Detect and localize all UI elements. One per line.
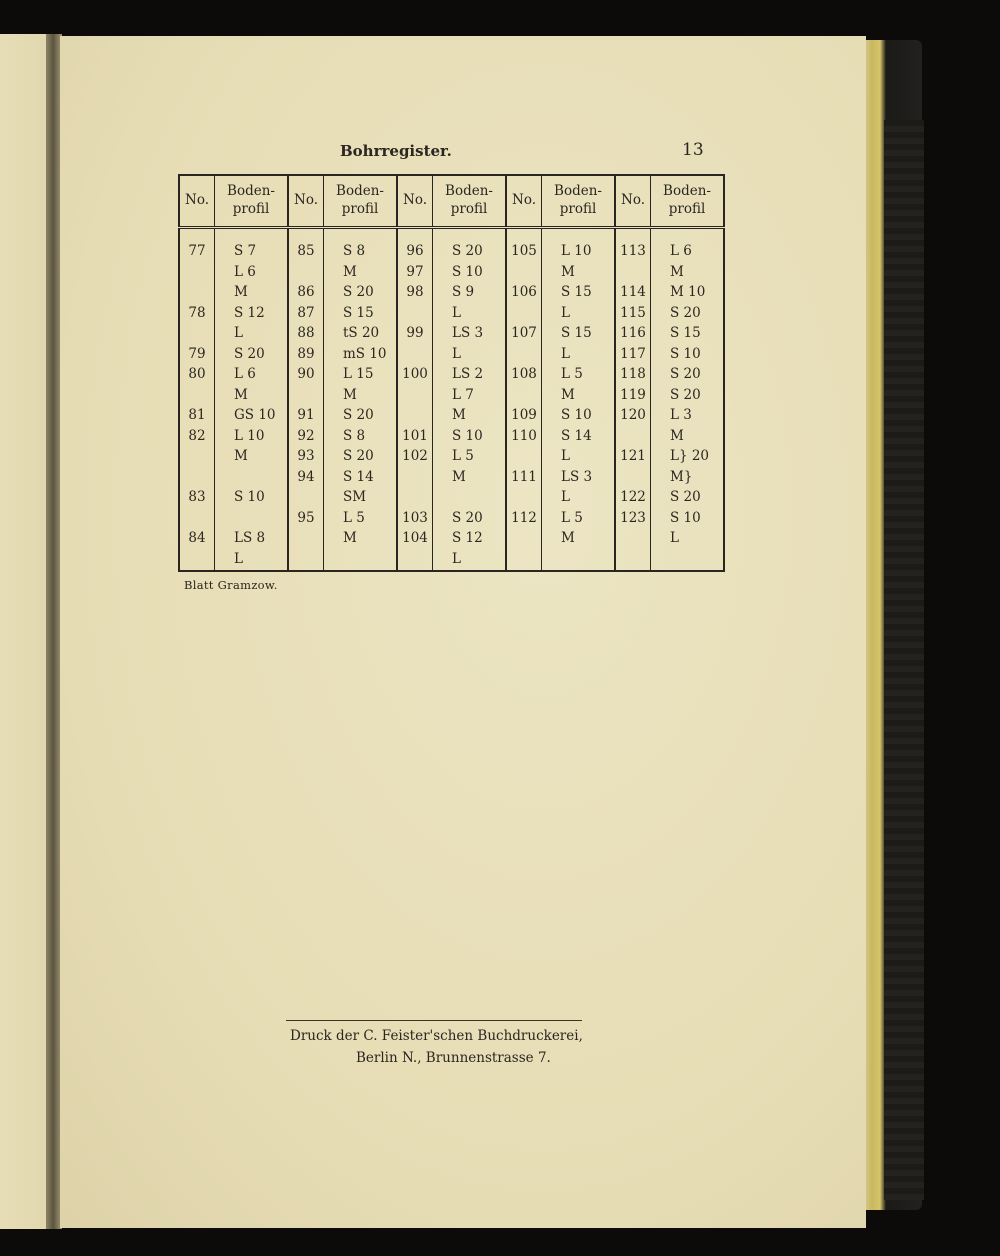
soil-profile-entry: M [343, 386, 357, 403]
boring-number: 107 [511, 325, 537, 341]
soil-profile-entry: S 8 [343, 427, 366, 444]
boring-number [290, 262, 322, 283]
soil-profile-entry: LS 3 [561, 468, 593, 485]
soil-profile-entry: L 7 [452, 386, 474, 403]
soil-profile-entry: L 6 [670, 243, 692, 259]
column-bodenprofil [324, 228, 398, 572]
soil-profile-entry: M} [670, 468, 693, 485]
boring-number [399, 549, 431, 570]
boring-number: 103 [402, 509, 428, 526]
header-bodenprofil [433, 175, 507, 228]
soil-profile-entry: L [561, 345, 570, 362]
boring-number: 99 [406, 325, 424, 341]
soil-profile-entry: L 5 [561, 366, 583, 382]
bohrregister-table [178, 174, 725, 572]
soil-profile-entry: L 6 [234, 366, 256, 382]
boring-number: 102 [402, 448, 428, 464]
header-bodenprofil-line2: profil [450, 201, 488, 217]
soil-profile-entry: S 20 [670, 366, 701, 382]
soil-profile-entry: L [561, 304, 570, 321]
column-no [615, 228, 651, 572]
printer-imprint-line1: Druck der C. Feister'schen Buchdruckerei, [290, 1028, 583, 1044]
soil-profile-entry: S 20 [234, 345, 265, 362]
soil-profile-entry: S 10 [452, 263, 483, 280]
map-sheet-caption: Blatt Gramzow. [184, 578, 278, 592]
soil-profile-entry: L 10 [561, 243, 592, 259]
boring-number [181, 385, 213, 406]
boring-number [508, 262, 540, 283]
soil-profile-entry: L 6 [234, 263, 256, 280]
soil-profile-entry: S 7 [234, 243, 257, 259]
soil-profile-entry: S 8 [343, 243, 366, 259]
header-bodenprofil-line1: Boden- [445, 183, 493, 200]
boring-number [617, 528, 649, 549]
header-no: No. [397, 175, 433, 228]
header-bodenprofil [542, 175, 616, 228]
soil-profile-entry: L [561, 448, 570, 464]
soil-profile-entry: S 20 [670, 386, 701, 403]
boring-number [290, 487, 322, 508]
soil-profile-entry: L 5 [452, 448, 474, 464]
soil-profile-entry [434, 487, 504, 508]
boring-number: 104 [402, 530, 428, 546]
boring-number [617, 467, 649, 488]
boring-number [181, 549, 213, 570]
soil-profile-entry: S 15 [343, 304, 374, 321]
table-header-row [179, 175, 724, 228]
header-bodenprofil-line1: Boden- [554, 183, 602, 200]
boring-number: 87 [297, 304, 315, 321]
boring-number: 83 [188, 489, 206, 505]
boring-number: 113 [620, 243, 646, 259]
column-no [288, 228, 324, 572]
soil-profile-entry: SM [343, 489, 367, 505]
soil-profile-entry: S 14 [343, 468, 374, 485]
soil-profile-entry: M [234, 448, 248, 464]
column-bodenprofil [542, 228, 616, 572]
soil-profile-entry: L [452, 345, 461, 362]
soil-profile-entry: M [561, 530, 575, 546]
soil-profile-entry: S 15 [561, 325, 592, 341]
soil-profile-entry: S 15 [561, 284, 592, 300]
header-no: No. [506, 175, 542, 228]
boring-number [181, 446, 213, 467]
running-head: Bohrregister. [340, 142, 452, 160]
header-bodenprofil-line2: profil [341, 201, 379, 217]
soil-profile-entry: S 20 [452, 243, 483, 259]
boring-number: 112 [511, 509, 537, 526]
soil-profile-entry: S 10 [452, 427, 483, 444]
header-no: No. [288, 175, 324, 228]
boring-number [617, 262, 649, 283]
soil-profile-entry: M [452, 468, 466, 485]
soil-profile-entry: M [343, 263, 357, 280]
boring-number: 78 [188, 304, 206, 321]
boring-number: 122 [620, 489, 646, 505]
soil-profile-entry: M [343, 530, 357, 546]
column-bodenprofil [651, 228, 725, 572]
boring-number [508, 528, 540, 549]
header-bodenprofil-line2: profil [668, 201, 706, 217]
boring-number: 117 [620, 345, 646, 362]
column-bodenprofil [215, 228, 289, 572]
soil-profile-entry: S 20 [343, 284, 374, 300]
book-cover-right [884, 120, 924, 1200]
page-number: 13 [682, 140, 704, 160]
boring-number [508, 385, 540, 406]
boring-number: 85 [297, 243, 315, 259]
boring-number [181, 467, 213, 488]
boring-number: 92 [297, 427, 315, 444]
soil-profile-entry [216, 508, 286, 529]
boring-number: 119 [620, 386, 646, 403]
header-bodenprofil-line2: profil [232, 201, 270, 217]
boring-number: 109 [511, 407, 537, 423]
soil-profile-entry: L [670, 530, 679, 546]
header-bodenprofil [215, 175, 289, 228]
boring-number: 80 [188, 366, 206, 382]
soil-profile-entry: M [670, 427, 684, 444]
soil-profile-entry: mS 10 [343, 345, 387, 362]
soil-profile-entry: S 14 [561, 427, 592, 444]
boring-number: 98 [406, 284, 424, 300]
boring-number: 94 [297, 468, 315, 485]
boring-number [508, 487, 540, 508]
boring-number [290, 385, 322, 406]
boring-number [508, 446, 540, 467]
soil-profile-entry: M [452, 407, 466, 423]
boring-number [399, 385, 431, 406]
soil-profile-entry: M 10 [670, 284, 706, 300]
boring-number: 90 [297, 366, 315, 382]
boring-number [181, 323, 213, 344]
boring-number: 97 [406, 263, 424, 280]
soil-profile-entry: L 5 [343, 509, 365, 526]
boring-number: 82 [188, 427, 206, 444]
header-bodenprofil [324, 175, 398, 228]
boring-number [290, 528, 322, 549]
soil-profile-entry: S 15 [670, 325, 701, 341]
soil-profile-entry: S 20 [452, 509, 483, 526]
header-no: No. [179, 175, 215, 228]
imprint-rule [286, 1020, 582, 1021]
boring-number: 100 [402, 366, 428, 382]
boring-number [181, 282, 213, 303]
boring-number: 86 [297, 284, 315, 300]
soil-profile-entry: S 10 [670, 345, 701, 362]
boring-number [617, 426, 649, 447]
soil-profile-entry: LS 2 [452, 366, 484, 382]
soil-profile-entry: M [234, 284, 248, 300]
column-bodenprofil [433, 228, 507, 572]
soil-profile-entry: S 20 [343, 407, 374, 423]
soil-profile-entry: LS 3 [452, 325, 484, 341]
boring-number: 115 [620, 304, 646, 321]
soil-profile-entry: L [234, 550, 243, 567]
boring-number [181, 508, 213, 529]
soil-profile-entry: M [561, 386, 575, 403]
printer-imprint-line2: Berlin N., Brunnenstrasse 7. [356, 1050, 551, 1066]
boring-number: 91 [297, 407, 315, 423]
column-no [179, 228, 215, 572]
soil-profile-entry: S 20 [670, 304, 701, 321]
table-body-row [179, 228, 724, 572]
soil-profile-entry: L [452, 304, 461, 321]
boring-number [399, 303, 431, 324]
boring-number: 110 [511, 427, 537, 444]
boring-number: 106 [511, 284, 537, 300]
boring-number: 95 [297, 509, 315, 526]
boring-number: 101 [402, 427, 428, 444]
boring-number [399, 405, 431, 426]
boring-number [508, 344, 540, 365]
soil-profile-entry: L} 20 [670, 448, 710, 464]
boring-number: 81 [188, 407, 206, 423]
header-no: No. [615, 175, 651, 228]
soil-profile-entry: LS 8 [234, 530, 266, 546]
header-bodenprofil-line1: Boden- [663, 183, 711, 200]
boring-number: 105 [511, 243, 537, 259]
boring-number: 120 [620, 407, 646, 423]
boring-number: 84 [188, 530, 206, 546]
boring-number: 121 [620, 448, 646, 464]
soil-profile-entry [216, 467, 286, 488]
soil-profile-entry: S 10 [234, 489, 265, 505]
boring-number [399, 467, 431, 488]
soil-profile-entry: S 12 [452, 530, 483, 546]
soil-profile-entry: M [234, 386, 248, 403]
soil-profile-entry: L [234, 325, 243, 341]
column-no [506, 228, 542, 572]
boring-number: 93 [297, 448, 315, 464]
soil-profile-entry: L 3 [670, 407, 692, 423]
soil-profile-entry: L [561, 489, 570, 505]
soil-profile-entry: M [561, 263, 575, 280]
boring-number: 77 [188, 243, 206, 259]
boring-number: 89 [297, 345, 315, 362]
soil-profile-entry: L 10 [234, 427, 265, 444]
soil-profile-entry: M [670, 263, 684, 280]
boring-number [399, 487, 431, 508]
boring-number: 123 [620, 509, 646, 526]
header-bodenprofil-line1: Boden- [336, 183, 384, 200]
soil-profile-entry: GS 10 [234, 407, 276, 423]
header-bodenprofil [651, 175, 725, 228]
header-bodenprofil-line2: profil [559, 201, 597, 217]
soil-profile-entry: S 12 [234, 304, 265, 321]
soil-profile-entry: L 15 [343, 366, 374, 382]
column-no [397, 228, 433, 572]
boring-number [508, 303, 540, 324]
boring-number: 88 [297, 325, 315, 341]
boring-number: 96 [406, 243, 424, 259]
soil-profile-entry: S 20 [670, 489, 701, 505]
boring-number: 116 [620, 325, 646, 341]
boring-number [399, 344, 431, 365]
boring-number: 79 [188, 345, 206, 362]
soil-profile-entry: tS 20 [343, 325, 380, 341]
header-bodenprofil-line1: Boden- [227, 183, 275, 200]
boring-number: 108 [511, 366, 537, 382]
boring-number [181, 262, 213, 283]
boring-number: 118 [620, 366, 646, 382]
boring-number: 114 [620, 284, 646, 300]
soil-profile-entry: S 20 [343, 448, 374, 464]
soil-profile-entry: L [452, 550, 461, 567]
soil-profile-entry: S 10 [561, 407, 592, 423]
soil-profile-entry: L 5 [561, 509, 583, 526]
soil-profile-entry: S 10 [670, 509, 701, 526]
boring-number: 111 [511, 468, 537, 485]
soil-profile-entry: S 9 [452, 284, 475, 300]
